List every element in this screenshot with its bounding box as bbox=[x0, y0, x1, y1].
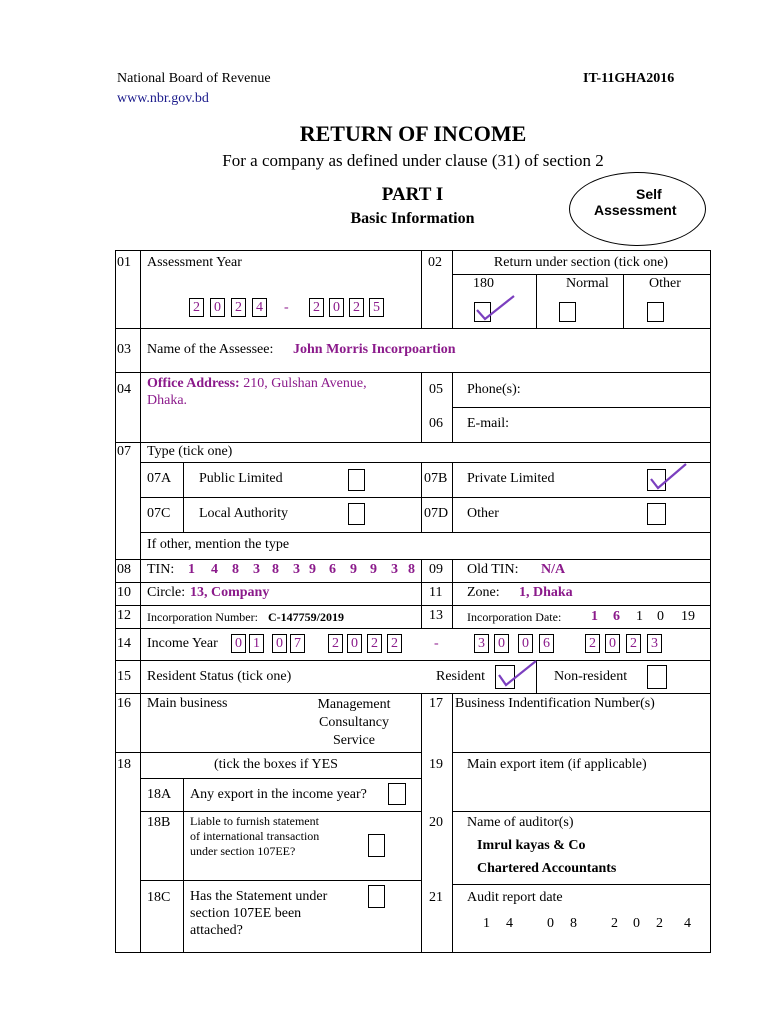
tin-digit: 6 bbox=[329, 562, 336, 577]
tin-digit: 3 bbox=[293, 562, 300, 577]
question-18c-line2: section 107EE been bbox=[190, 906, 302, 921]
assessment-year-digit[interactable]: 5 bbox=[369, 298, 384, 317]
auditor-firm-type[interactable]: Chartered Accountants bbox=[477, 861, 617, 876]
office-address-line1: 210, Gulshan Avenue, bbox=[243, 376, 367, 391]
row-01-number: 01 bbox=[117, 255, 131, 270]
option-normal-label: Normal bbox=[566, 276, 609, 291]
row-17-number: 17 bbox=[429, 696, 443, 711]
incorporation-number-value[interactable]: C-147759/2019 bbox=[268, 610, 344, 624]
incorporation-date-year: 19 bbox=[681, 609, 695, 624]
tin-digit: 8 bbox=[408, 562, 415, 577]
incorporation-number-label: Incorporation Number: bbox=[147, 610, 258, 624]
option-other-label: Other bbox=[649, 276, 681, 291]
auditor-name[interactable]: Imrul kayas & Co bbox=[477, 838, 586, 853]
row-18b-code: 18B bbox=[147, 815, 171, 830]
question-18c-line3: attached? bbox=[190, 923, 243, 938]
tin-digit: 9 bbox=[309, 562, 316, 577]
checkbox-non-resident[interactable] bbox=[647, 665, 667, 689]
type-local-authority-label: Local Authority bbox=[199, 506, 289, 521]
row-18a-code: 18A bbox=[147, 787, 172, 802]
assessment-year-digit[interactable]: 2 bbox=[309, 298, 324, 317]
type-public-limited-label: Public Limited bbox=[199, 471, 283, 486]
main-export-label: Main export item (if applicable) bbox=[467, 757, 647, 772]
tin-digit: 8 bbox=[232, 562, 239, 577]
row-18-number: 18 bbox=[117, 757, 131, 772]
assessment-year-label: Assessment Year bbox=[147, 255, 242, 270]
row-08-number: 08 bbox=[117, 562, 131, 577]
tin-digit: 9 bbox=[350, 562, 357, 577]
audit-report-date[interactable] bbox=[452, 916, 710, 936]
assessment-year-digit[interactable]: 2 bbox=[231, 298, 246, 317]
incorporation-date-day1: 1 bbox=[591, 609, 598, 624]
office-address-line2: Dhaka. bbox=[147, 393, 188, 408]
income-year-digit[interactable]: 0 bbox=[605, 634, 620, 653]
type-other-note: If other, mention the type bbox=[147, 537, 290, 552]
income-year-digit[interactable]: 0 bbox=[518, 634, 533, 653]
income-year-digit[interactable]: 2 bbox=[328, 634, 343, 653]
row-12-number: 12 bbox=[117, 608, 131, 623]
row-07-number: 07 bbox=[117, 444, 131, 459]
checkmark-icon bbox=[647, 461, 689, 493]
assessee-name-value[interactable]: John Morris Incorpoartion bbox=[293, 342, 456, 357]
row-21-number: 21 bbox=[429, 890, 443, 905]
row-02-number: 02 bbox=[428, 255, 442, 270]
resident-option-label: Resident bbox=[436, 669, 485, 684]
type-07b-code: 07B bbox=[424, 471, 448, 486]
row-04-number: 04 bbox=[117, 382, 131, 397]
part-title: PART I bbox=[381, 184, 444, 205]
question-18b-line1: Liable to furnish statement bbox=[190, 814, 319, 828]
checkmark-icon bbox=[472, 292, 518, 324]
audit-date-digit: 4 bbox=[684, 916, 691, 931]
audit-date-digit: 4 bbox=[506, 916, 513, 931]
row-16-number: 16 bbox=[117, 696, 131, 711]
tin-digit: 3 bbox=[253, 562, 260, 577]
income-year-digit[interactable]: 3 bbox=[647, 634, 662, 653]
income-year-digit[interactable]: 2 bbox=[367, 634, 382, 653]
type-07c-code: 07C bbox=[147, 506, 171, 521]
main-business-line2: Consultancy bbox=[319, 715, 389, 730]
main-business-label: Main business bbox=[147, 696, 228, 711]
audit-date-digit: 2 bbox=[611, 916, 618, 931]
type-other-label: Other bbox=[467, 506, 499, 521]
page-subtitle: For a company as defined under clause (31) of section 2 bbox=[222, 151, 604, 170]
assessment-year-digit[interactable]: 0 bbox=[210, 298, 225, 317]
assessment-year-dash: - bbox=[284, 300, 289, 315]
zone-value[interactable]: 1, Dhaka bbox=[519, 585, 573, 600]
row-13-number: 13 bbox=[429, 608, 443, 623]
row-11-number: 11 bbox=[429, 585, 443, 600]
phone-label: Phone(s): bbox=[467, 382, 521, 397]
incorporation-date-label: Incorporation Date: bbox=[467, 610, 562, 624]
checkbox-18b[interactable] bbox=[368, 834, 385, 857]
row-19-number: 19 bbox=[429, 757, 443, 772]
zone-label: Zone: bbox=[467, 585, 500, 600]
tin-digit: 4 bbox=[211, 562, 218, 577]
tin-digit: 3 bbox=[391, 562, 398, 577]
checkmark-icon bbox=[495, 659, 539, 691]
row-15-number: 15 bbox=[117, 669, 131, 684]
stamp-line2: Assessment bbox=[594, 202, 677, 218]
income-year-digit[interactable]: 0 bbox=[494, 634, 509, 653]
income-year-digit[interactable]: 0 bbox=[272, 634, 287, 653]
row-14-number: 14 bbox=[117, 636, 131, 651]
question-18b-line2: of international transaction bbox=[190, 829, 320, 843]
self-assessment-stamp bbox=[569, 172, 706, 246]
old-tin-label: Old TIN: bbox=[467, 562, 519, 577]
bin-label: Business Indentification Number(s) bbox=[455, 696, 655, 711]
audit-date-digit: 0 bbox=[633, 916, 640, 931]
question-18b-line3: under section 107EE? bbox=[190, 844, 296, 858]
incorporation-date-month1: 1 bbox=[636, 609, 643, 624]
row-20-number: 20 bbox=[429, 815, 443, 830]
page-title: RETURN OF INCOME bbox=[299, 121, 527, 146]
question-18c-line1: Has the Statement under bbox=[190, 889, 328, 904]
non-resident-option-label: Non-resident bbox=[554, 669, 628, 684]
tin-digit: 9 bbox=[370, 562, 377, 577]
auditor-label: Name of auditor(s) bbox=[467, 815, 574, 830]
row-03-number: 03 bbox=[117, 342, 131, 357]
audit-date-digit: 8 bbox=[570, 916, 577, 931]
main-business-line1: Management bbox=[317, 697, 391, 712]
type-label: Type (tick one) bbox=[147, 444, 233, 459]
incorporation-date-month2: 0 bbox=[657, 609, 664, 624]
checkbox-local-authority[interactable] bbox=[348, 503, 365, 525]
old-tin-value[interactable]: N/A bbox=[541, 562, 566, 577]
assessment-year-digit[interactable]: 4 bbox=[252, 298, 267, 317]
assessment-year-digit[interactable]: 2 bbox=[349, 298, 364, 317]
income-year-dash: - bbox=[434, 636, 439, 651]
income-year-label: Income Year bbox=[147, 636, 218, 651]
website-link[interactable]: www.nbr.gov.bd bbox=[117, 91, 209, 106]
income-year-digit[interactable]: 0 bbox=[347, 634, 362, 653]
statement-liability-question bbox=[190, 814, 319, 859]
email-label: E-mail: bbox=[467, 416, 509, 431]
income-year-digit[interactable]: 1 bbox=[249, 634, 264, 653]
audit-date-digit: 2 bbox=[656, 916, 663, 931]
row-18c-code: 18C bbox=[147, 890, 171, 905]
tin-digit: 8 bbox=[272, 562, 279, 577]
row-10-number: 10 bbox=[117, 585, 131, 600]
checkbox-18c[interactable] bbox=[368, 885, 385, 908]
audit-date-label: Audit report date bbox=[467, 890, 563, 905]
return-section-label: Return under section (tick one) bbox=[493, 255, 669, 270]
option-180-label: 180 bbox=[473, 276, 494, 291]
row-05-number: 05 bbox=[429, 382, 443, 397]
checkbox-other[interactable] bbox=[647, 302, 664, 322]
type-07d-code: 07D bbox=[424, 506, 449, 521]
office-address[interactable] bbox=[147, 375, 417, 409]
checkbox-normal[interactable] bbox=[559, 302, 576, 322]
checkbox-18a[interactable] bbox=[388, 783, 406, 805]
audit-date-digit: 0 bbox=[547, 916, 554, 931]
income-year-digit[interactable]: 3 bbox=[474, 634, 489, 653]
circle-value[interactable]: 13, Company bbox=[190, 585, 270, 600]
income-year-digit[interactable]: 6 bbox=[539, 634, 554, 653]
statement-attached-question bbox=[190, 888, 327, 939]
form-code: IT-11GHA2016 bbox=[583, 71, 675, 86]
checkbox-type-other[interactable] bbox=[647, 503, 666, 525]
checkbox-public-limited[interactable] bbox=[348, 469, 365, 491]
assessment-year-digit[interactable]: 2 bbox=[189, 298, 204, 317]
row-06-number: 06 bbox=[429, 416, 443, 431]
row-09-number: 09 bbox=[429, 562, 443, 577]
assessment-year-digit[interactable]: 0 bbox=[329, 298, 344, 317]
income-year-digit[interactable]: 2 bbox=[585, 634, 600, 653]
main-business-line3: Service bbox=[333, 733, 375, 748]
board-name: National Board of Revenue bbox=[117, 71, 271, 86]
part-subtitle: Basic Information bbox=[350, 210, 475, 227]
stamp-line1: Self bbox=[636, 186, 662, 202]
main-business-value[interactable] bbox=[296, 696, 412, 750]
type-private-limited-label: Private Limited bbox=[467, 471, 555, 486]
tick-yes-label: (tick the boxes if YES bbox=[214, 757, 338, 772]
export-question: Any export in the income year? bbox=[190, 787, 367, 802]
income-year-digit[interactable]: 0 bbox=[231, 634, 246, 653]
tin-value[interactable] bbox=[184, 562, 422, 580]
type-07a-code: 07A bbox=[147, 471, 172, 486]
resident-status-label: Resident Status (tick one) bbox=[147, 669, 292, 684]
office-address-label: Office Address: bbox=[147, 376, 240, 391]
income-year-digit[interactable]: 2 bbox=[387, 634, 402, 653]
tin-digit: 1 bbox=[188, 562, 195, 577]
assessee-name-label: Name of the Assessee: bbox=[147, 342, 274, 357]
incorporation-date-day2: 6 bbox=[613, 609, 620, 624]
income-year-digit[interactable]: 2 bbox=[626, 634, 641, 653]
income-year-digit[interactable]: 7 bbox=[290, 634, 305, 653]
circle-label: Circle: bbox=[147, 585, 186, 600]
tin-label: TIN: bbox=[147, 562, 175, 577]
audit-date-digit: 1 bbox=[483, 916, 490, 931]
